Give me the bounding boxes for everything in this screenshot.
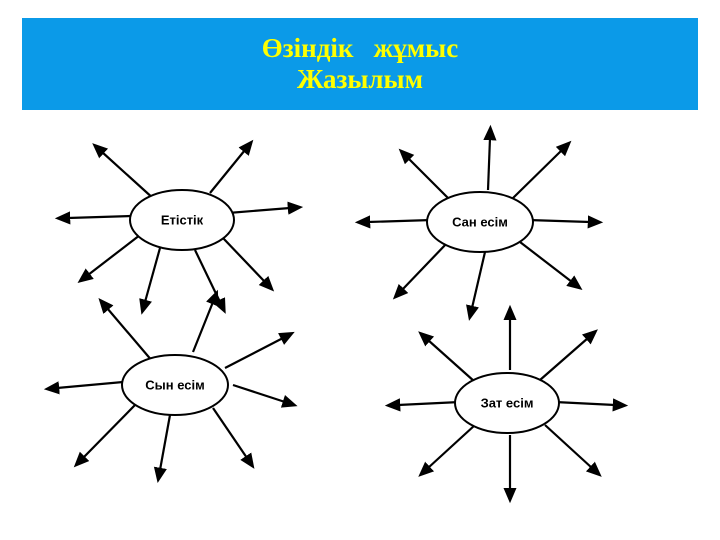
title-line-2: Жазылым — [296, 64, 424, 94]
node-label-etistik: Етістік — [160, 212, 204, 228]
node-label-syn-esim: Сын есім — [145, 377, 205, 393]
title-line-1: Өзіндік жұмыс — [261, 32, 459, 63]
cluster-zat-esim[interactable] — [370, 310, 630, 510]
cluster-san-esim[interactable] — [350, 130, 610, 330]
node-label-san-esim: Сан есім — [452, 214, 508, 230]
node-label-zat-esim: Зат есім — [480, 395, 534, 411]
cluster-syn-esim[interactable] — [35, 290, 295, 490]
title-banner — [22, 18, 698, 110]
diagram-area — [0, 110, 720, 540]
